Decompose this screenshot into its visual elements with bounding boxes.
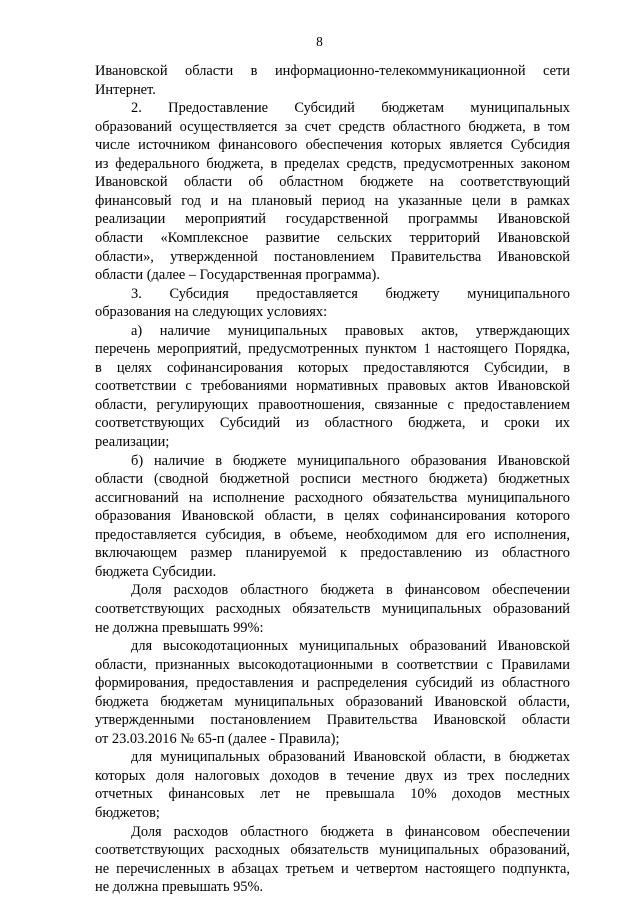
text-line: в целях софинансирования которых предоставляются Субсидии, в [95, 359, 570, 376]
text-line: соответствующих расходных обязательств муниципальных образований [95, 600, 570, 617]
text-line: образования Ивановской области, в целях софинансирования которого [95, 508, 570, 525]
text-line: Доля расходов областного бюджета в финансовом обеспечении [131, 582, 570, 599]
text-line: Доля расходов областного бюджета в финансовом обеспечении [131, 823, 570, 840]
text-line: соответствующих Субсидий из областного бюджета, и сроки их [95, 415, 570, 432]
text-line: включающем размер планируемой к предоставлению из областного [95, 545, 570, 562]
text-line: области», утвержденной постановлением Правительства Ивановской [95, 248, 570, 265]
text-line: числе источником финансового обеспечения которых является Субсидия [95, 137, 570, 154]
text-line: из федерального бюджета, в пределах средств, предусмотренных законом [95, 155, 570, 172]
text-line: отчетных финансовых лет не превышала 10% доходов местных [95, 786, 570, 803]
text-line: бюджета бюджетам муниципальных образований Ивановской области, [95, 693, 570, 710]
text-line: области, регулирующих правоотношения, связанные с предоставлением [95, 396, 570, 413]
text-line: утвержденными постановлением Правительства Ивановской области [95, 712, 570, 729]
text-line: области «Комплексное развитие сельских территорий Ивановской [95, 229, 570, 246]
text-line: бюджетов; [95, 805, 160, 821]
text-line: Интернет. [95, 81, 156, 98]
text-line: которых доля налоговых доходов в течение двух из трех последних [95, 767, 570, 784]
text-line: области, признанных высокодотационными в соответствии с Правилами [95, 656, 570, 673]
text-line: а) наличие муниципальных правовых актов, утверждающих [131, 322, 570, 339]
text-line: образований осуществляется за счет средств областного бюджета, в том [95, 118, 570, 135]
page-number: 8 [316, 34, 323, 49]
text-line: б) наличие в бюджете муниципального образования Ивановской [131, 452, 570, 469]
text-line: 3. Субсидия предоставляется бюджету муниципального [131, 285, 570, 302]
text-line: 2. Предоставление Субсидий бюджетам муниципальных [131, 100, 570, 117]
text-line: формирования, предоставления и распределения субсидий из областного [95, 675, 570, 692]
text-line: образования на следующих условиях: [95, 304, 328, 321]
text-line: от 23.03.2016 № 65-п (далее - Правила); [95, 730, 340, 747]
text-line: области (далее – Государственная программа). [95, 267, 380, 284]
text-line: реализации мероприятий государственной программы Ивановской [95, 211, 570, 228]
text-line: реализации; [95, 434, 170, 450]
text-line: перечень мероприятий, предусмотренных пунктом 1 настоящего Порядка, [95, 341, 570, 358]
text-line: для муниципальных образований Ивановской области, в бюджетах [131, 749, 570, 766]
text-line: финансовый год и на плановый период на указанные цели в рамках [95, 192, 570, 209]
text-line: для высокодотационных муниципальных образований Ивановской [131, 638, 570, 655]
text-line: бюджета Субсидии. [95, 563, 217, 580]
text-line: не должна превышать 95%. [95, 879, 264, 896]
text-line: Ивановской области в информационно-телекоммуникационной сети [95, 63, 570, 79]
text-line: соответствующих расходных обязательств муниципальных образований, [95, 842, 570, 859]
text-line: не перечисленных в абзацах третьем и четвертом настоящего подпункта, [95, 860, 570, 877]
text-line: соответствии с требованиями нормативных правовых актов Ивановской [95, 378, 570, 395]
text-line: области (сводной бюджетной росписи местного бюджета) бюджетных [95, 471, 570, 488]
text-line: не должна превышать 99%: [95, 619, 264, 636]
text-line: ассигнований на исполнение расходного обязательства муниципального [95, 489, 570, 506]
text-line: Ивановской области об областном бюджете на соответствующий [95, 174, 570, 191]
text-line: предоставляется субсидия, в объеме, необходимом для его исполнения, [95, 526, 570, 543]
